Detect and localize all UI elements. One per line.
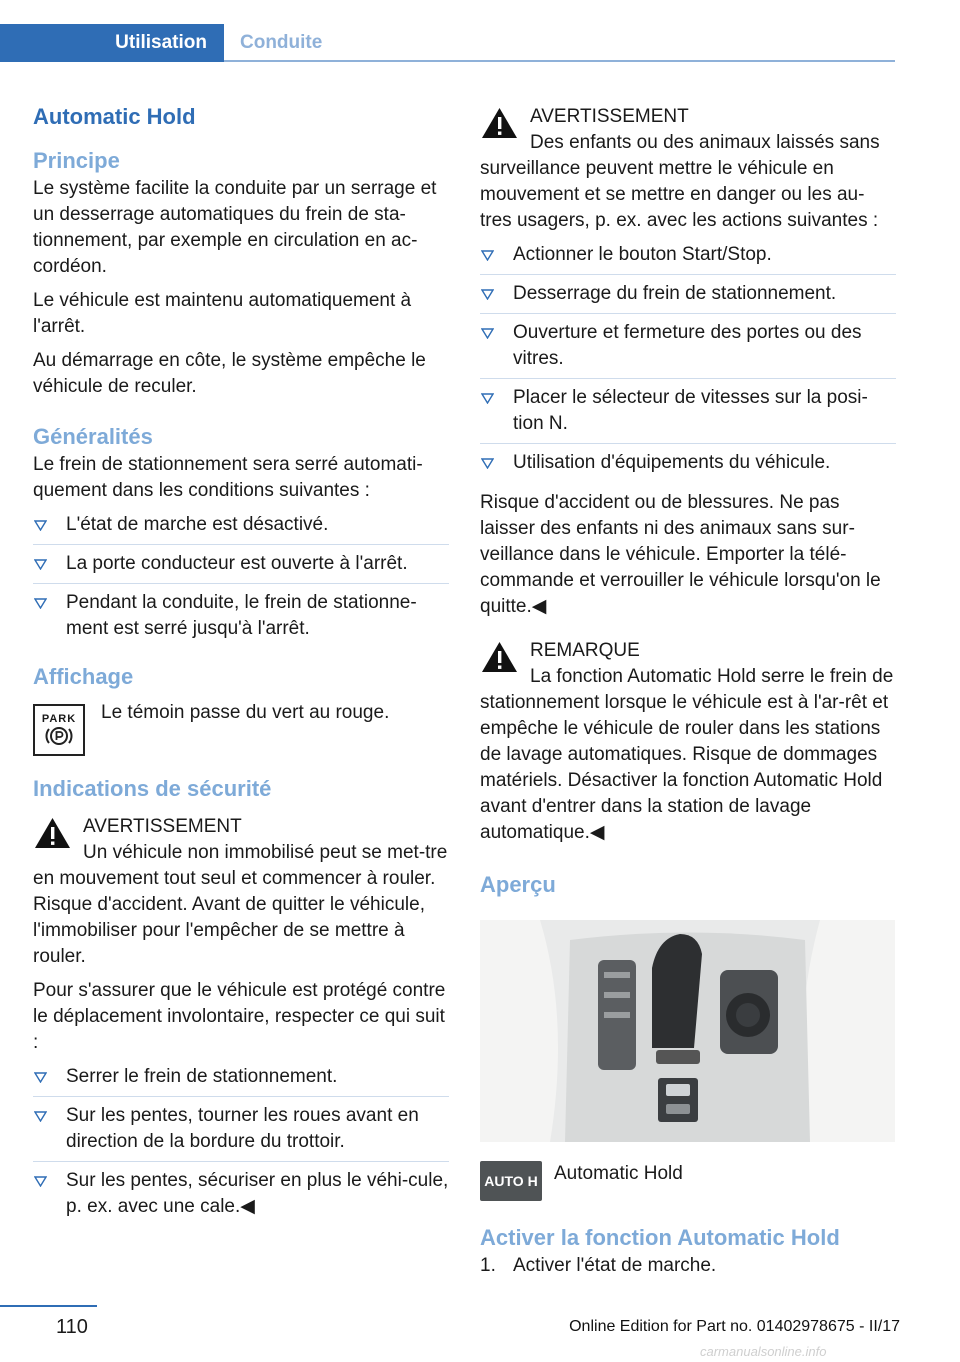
page-title: Automatic Hold	[33, 104, 196, 129]
list-item-text: Placer le sélecteur de vitesses sur la posi-tion N.	[513, 387, 868, 434]
left-column	[33, 100, 449, 1234]
list-item	[480, 320, 896, 379]
note-label: REMARQUE	[530, 640, 640, 661]
list-item	[33, 1103, 449, 1162]
warning-label: AVERTISSEMENT	[83, 816, 242, 837]
list-item-text: Utilisation d'équipements du véhicule.	[513, 452, 831, 473]
section-activer-heading: Activer la fonction Automatic Hold	[480, 1225, 840, 1250]
auto-hold-caption: Automatic Hold	[554, 1163, 683, 1184]
footer-rule	[0, 1305, 97, 1307]
park-icon-label: PARK	[41, 713, 77, 725]
list-item-text: Actionner le bouton Start/Stop.	[513, 244, 772, 265]
step-number: 1.	[480, 1255, 496, 1276]
chapter-tabs	[0, 24, 895, 62]
generalites-list	[33, 512, 449, 648]
auto-hold-row	[480, 1161, 896, 1201]
list-item-text: Serrer le frein de stationnement.	[66, 1066, 338, 1087]
section-securite-heading: Indications de sécurité	[33, 776, 272, 801]
tab-divider	[224, 60, 895, 62]
securite-list	[33, 1064, 449, 1226]
list-item-text: Pendant la conduite, le frein de stationne-ment est serré jusqu'à l'arrêt.	[66, 592, 417, 639]
remarque-note	[480, 638, 896, 846]
activer-steps	[480, 1253, 896, 1279]
principe-paragraph-1: Le système facilite la conduite par un serrage et un desserrage automatiques du frein de sta-tionnement, par exemple en circulation en ac-cordéon.	[33, 178, 437, 277]
tab-utilisation[interactable]	[0, 24, 224, 62]
list-item-text: Ouverture et fermeture des portes ou des vitres.	[513, 322, 862, 369]
securite-paragraph-2: Pour s'assurer que le véhicule est protégé contre le déplacement involontaire, respecter ce qui suit :	[33, 980, 446, 1053]
warning-label: AVERTISSEMENT	[530, 106, 689, 127]
list-item	[480, 242, 896, 275]
warning-header	[480, 104, 896, 234]
affichage-text: Le témoin passe du vert au rouge.	[101, 702, 390, 723]
triangle-bullet-icon	[34, 1111, 47, 1122]
tab-utilisation-label: Utilisation	[115, 32, 207, 53]
warning-text: Des enfants ou des animaux laissés sans surveillance peuvent mettre le véhicule en mouvement et se mettre en danger ou les au-tres usagers, p. ex. avec les actions suivantes :	[480, 132, 880, 231]
note-header	[480, 638, 896, 846]
step-item	[480, 1253, 896, 1279]
list-item-text: Sur les pentes, sécuriser en plus le véhi-cule, p. ex. avec une cale.◀	[66, 1170, 449, 1217]
section-apercu-heading: Aperçu	[480, 872, 556, 897]
warning-actions-list	[480, 242, 896, 482]
list-item	[33, 1064, 449, 1097]
triangle-bullet-icon	[481, 393, 494, 404]
warning-text: Un véhicule non immobilisé peut se met-tre en mouvement tout seul et commencer à rouler. Risque d'accident. Avant de quitter le véhicule, l'immobiliser pour l'empêcher de se mettre à rouler.	[33, 842, 448, 967]
right-column	[480, 100, 896, 1279]
principe-paragraph-2: Le véhicule est maintenu automatiquement à l'arrêt.	[33, 290, 412, 337]
list-item-text: Desserrage du frein de stationnement.	[513, 283, 837, 304]
list-item	[33, 512, 449, 545]
triangle-bullet-icon	[34, 1072, 47, 1083]
list-item-text: Sur les pentes, tourner les roues avant en direction de la bordure du trottoir.	[66, 1105, 419, 1152]
list-item	[480, 281, 896, 314]
center-console-photo	[480, 920, 895, 1142]
triangle-bullet-icon	[34, 520, 47, 531]
triangle-bullet-icon	[481, 458, 494, 469]
warning-triangle-icon	[480, 640, 519, 674]
list-item	[33, 1168, 449, 1226]
list-item	[33, 590, 449, 648]
step-text: Activer l'état de marche.	[513, 1255, 717, 1276]
list-item-text: La porte conducteur est ouverte à l'arrêt.	[66, 553, 408, 574]
triangle-bullet-icon	[34, 598, 47, 609]
list-item	[480, 450, 896, 482]
list-item-text: L'état de marche est désactivé.	[66, 514, 329, 535]
list-item	[480, 385, 896, 444]
warning-header	[33, 814, 449, 970]
tab-conduite-label: Conduite	[240, 32, 323, 53]
generalites-intro: Le frein de stationnement sera serré automati-quement dans les conditions suivantes :	[33, 454, 423, 501]
children-warning	[480, 104, 896, 234]
watermark: carmanualsonline.info	[700, 1344, 827, 1359]
auto-hold-button-icon	[480, 1161, 542, 1201]
edition-note: Online Edition for Part no. 01402978675 - II/17	[569, 1318, 900, 1335]
park-circle-icon	[44, 725, 74, 747]
page-number: 110	[56, 1316, 88, 1338]
affichage-row	[33, 700, 449, 758]
warning-triangle-icon	[480, 106, 519, 140]
section-affichage-heading: Affichage	[33, 664, 134, 689]
triangle-bullet-icon	[481, 328, 494, 339]
tab-conduite[interactable]	[224, 24, 322, 62]
triangle-bullet-icon	[34, 1176, 47, 1187]
list-item	[33, 551, 449, 584]
triangle-bullet-icon	[34, 559, 47, 570]
warning-triangle-icon	[33, 816, 72, 850]
securite-warning	[33, 814, 449, 970]
section-principe-heading: Principe	[33, 148, 120, 173]
warning-after-text: Risque d'accident ou de blessures. Ne pas laisser des enfants ni des animaux sans sur-veillance dans le véhicule. Emporter la télé-commande et verrouiller le véhicule lorsqu'on le quitte.◀	[480, 492, 881, 617]
auto-hold-icon-label: AUTO H	[484, 1173, 538, 1189]
triangle-bullet-icon	[481, 289, 494, 300]
section-generalites-heading: Généralités	[33, 424, 153, 449]
principe-paragraph-3: Au démarrage en côte, le système empêche le véhicule de reculer.	[33, 350, 426, 397]
triangle-bullet-icon	[481, 250, 494, 261]
park-brake-indicator-icon	[33, 704, 85, 756]
note-text: La fonction Automatic Hold serre le frein de stationnement lorsque le véhicule est à l'ar-rêt et empêche le véhicule de rouler dans les stations de lavage automatiques. Risque de dommages matériels. Désactiver la fonction Automatic Hold avant d'entrer dans la station de lavage automatique.◀	[480, 666, 894, 843]
